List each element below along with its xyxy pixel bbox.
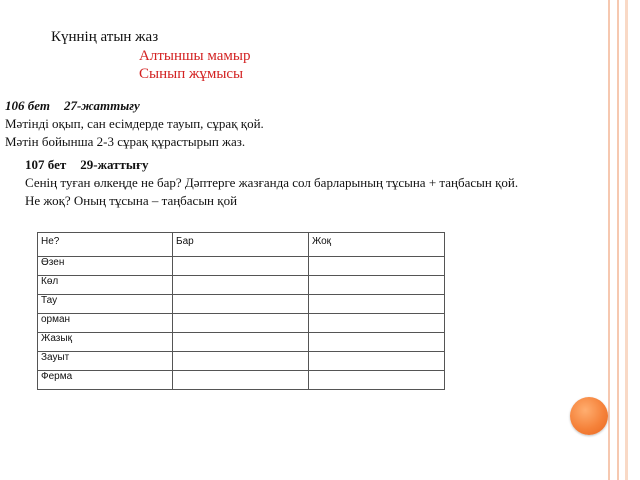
title-work: Сынып жұмысы — [139, 66, 244, 82]
table-row — [38, 276, 445, 295]
exercise-2-page: 107 бет — [25, 157, 67, 172]
table-header-row — [38, 233, 445, 257]
exercise-1-line-1: Мәтінді оқып, сан есімдерде тауып, сұрақ қой. — [5, 116, 264, 131]
table-row-label: Ферма — [38, 371, 173, 390]
answer-table — [37, 232, 445, 390]
exercise-2-number: 29-жаттығу — [80, 157, 149, 172]
title-date: Алтыншы мамыр — [139, 48, 251, 64]
exercise-2-line-2: Не жоқ? Оның тұсына – таңбасын қой — [25, 193, 238, 208]
table-cell-bar — [173, 257, 309, 276]
table-header-cell: Бар — [173, 233, 309, 257]
table-cell-bar — [173, 352, 309, 371]
decorative-line — [617, 0, 619, 480]
exercise-2 — [25, 156, 518, 210]
orange-circle-icon — [570, 397, 608, 435]
exercise-1 — [5, 97, 264, 151]
table-cell-bar — [173, 314, 309, 333]
table-cell-zhok — [309, 314, 445, 333]
table-cell-zhok — [309, 333, 445, 352]
exercise-1-page: 106 бет — [5, 98, 50, 113]
table-header-cell: Жоқ — [309, 233, 445, 257]
table-cell-bar — [173, 276, 309, 295]
exercise-2-heading — [25, 156, 518, 174]
table-row — [38, 333, 445, 352]
table-row-label: Зауыт — [38, 352, 173, 371]
table-row-label: Тау — [38, 295, 173, 314]
table-cell-bar — [173, 295, 309, 314]
table-row — [38, 314, 445, 333]
table-row-label: Өзен — [38, 257, 173, 276]
table-row — [38, 371, 445, 390]
table-cell-zhok — [309, 352, 445, 371]
table-row — [38, 257, 445, 276]
exercise-1-number: 27-жаттығу — [63, 98, 140, 113]
table-row-label: Жазық — [38, 333, 173, 352]
table-cell-zhok — [309, 371, 445, 390]
exercise-1-heading — [5, 97, 264, 115]
exercise-2-line-1: Сенің туған өлкеңде не бар? Дәптерге жазғанда сол барларының тұсына + таңбасын қой. — [25, 175, 519, 190]
table-cell-bar — [173, 371, 309, 390]
decorative-line — [608, 0, 610, 480]
table-row-label: Көл — [38, 276, 173, 295]
table-cell-zhok — [309, 276, 445, 295]
title-main: Күннің атын жаз — [51, 29, 159, 45]
table-row — [38, 352, 445, 371]
table-row-label: орман — [38, 314, 173, 333]
table-cell-zhok — [309, 295, 445, 314]
table-row — [38, 295, 445, 314]
table-cell-bar — [173, 333, 309, 352]
decorative-line — [625, 0, 628, 480]
table-cell-zhok — [309, 257, 445, 276]
exercise-1-line-2: Мәтін бойынша 2-3 сұрақ құрастырып жаз. — [5, 134, 246, 149]
table-header-cell: Не? — [38, 233, 173, 257]
